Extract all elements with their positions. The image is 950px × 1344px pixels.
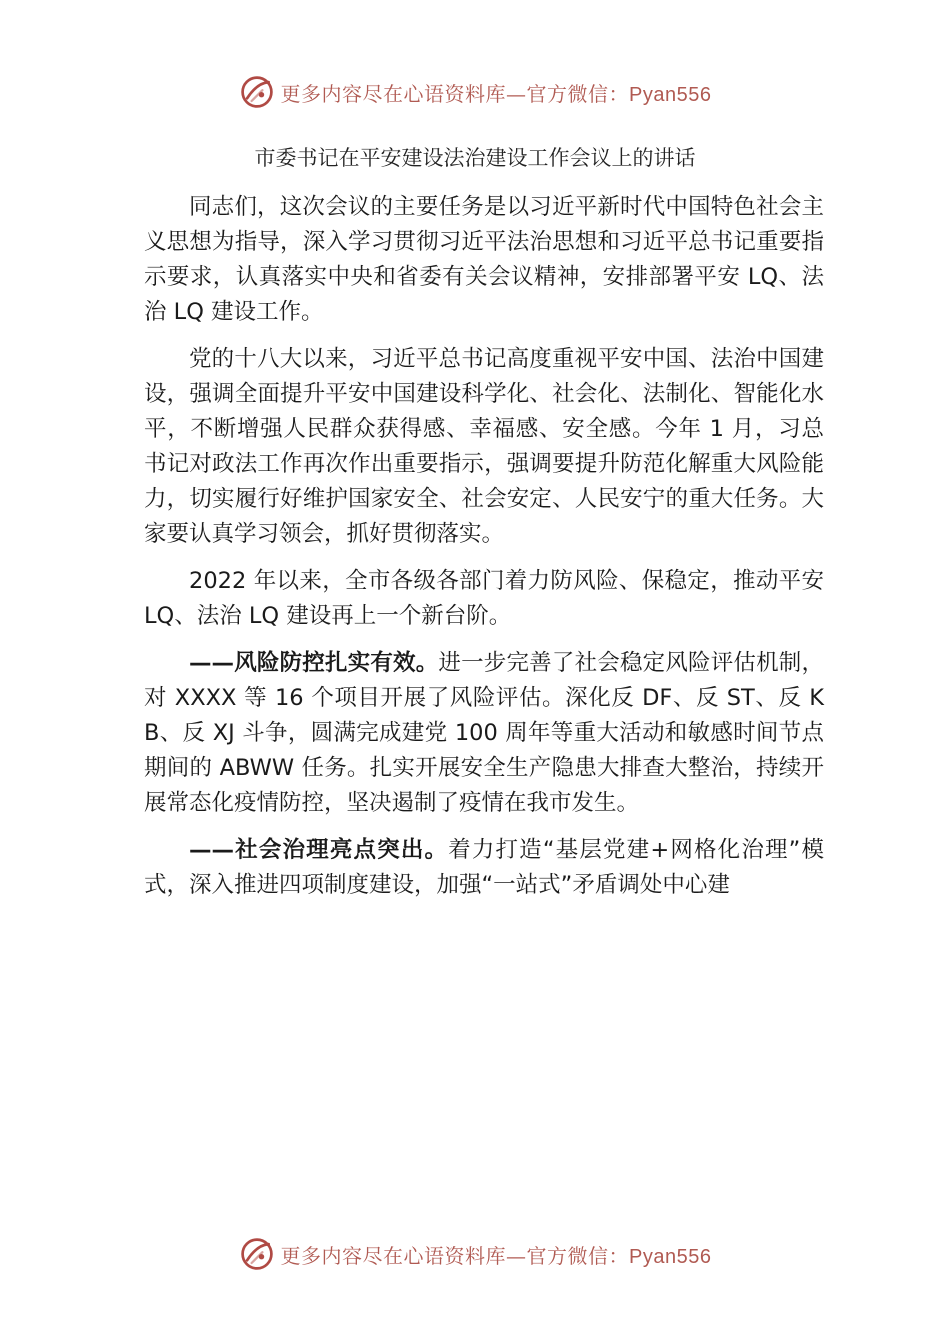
- header-watermark-banner: [0, 70, 950, 114]
- paragraph-text: 进一步完善了社会稳定风险评估机制，对 XXXX 等 16 个项目开展了风险评估。深化反 DF、反 ST、反 KB、反 XJ 斗争，圆满完成建党 100 周年等重大活动和敏感时间节点期间的 ABWW 任务。扎实开展安全生产隐患大排查大整治，持续开展常态化疫情防控，坚决遏制了疫情在我市发生。: [144, 650, 824, 816]
- paragraph-text: 2022 年以来，全市各级各部门着力防风险、保稳定，推动平安 LQ、法治 LQ 建设再上一个新台阶。: [144, 568, 824, 629]
- footer-watermark-text: [281, 1240, 712, 1269]
- watermark-wechat-id: Pyan556: [629, 83, 712, 106]
- footer-watermark-banner: [0, 1232, 950, 1276]
- watermark-wechat-id: Pyan556: [629, 1245, 712, 1268]
- paragraph-text: 党的十八大以来，习近平总书记高度重视平安中国、法治中国建设，强调全面提升平安中国建设科学化、社会化、法制化、智能化水平，不断增强人民群众获得感、幸福感、安全感。今年 1 月，习总书记对政法工作再次作出重要指示，强调要提升防范化解重大风险能力，切实履行好维护国家安全、社会安定、人民安宁的重大任务。大家要认真学习领会，抓好贯彻落实。: [144, 346, 824, 547]
- paragraph: [144, 342, 824, 552]
- paragraph-lead: ——社会治理亮点突出。: [189, 837, 449, 863]
- brand-logo-icon: [239, 1236, 275, 1272]
- paragraph: [144, 190, 824, 330]
- header-watermark-text: [281, 78, 712, 107]
- paragraph: [144, 833, 824, 903]
- paragraph-lead: ——风险防控扎实有效。: [189, 650, 439, 676]
- paragraph: [144, 564, 824, 634]
- paragraph: [144, 646, 824, 821]
- brand-logo-icon: [239, 74, 275, 110]
- document-title: 市委书记在平安建设法治建设工作会议上的讲话: [254, 146, 696, 170]
- paragraph-text: 着力打造“基层党建+网格化治理”模式，深入推进四项制度建设，加强“一站式”矛盾调处中心建: [144, 837, 824, 898]
- document-body: [144, 190, 824, 915]
- watermark-label: 更多内容尽在心语资料库—官方微信：: [280, 81, 630, 106]
- paragraph-text: 同志们，这次会议的主要任务是以习近平新时代中国特色社会主义思想为指导，深入学习贯彻习近平法治思想和习近平总书记重要指示要求，认真落实中央和省委有关会议精神，安排部署平安 LQ、法治 LQ 建设工作。: [144, 194, 824, 325]
- watermark-label: 更多内容尽在心语资料库—官方微信：: [280, 1243, 630, 1268]
